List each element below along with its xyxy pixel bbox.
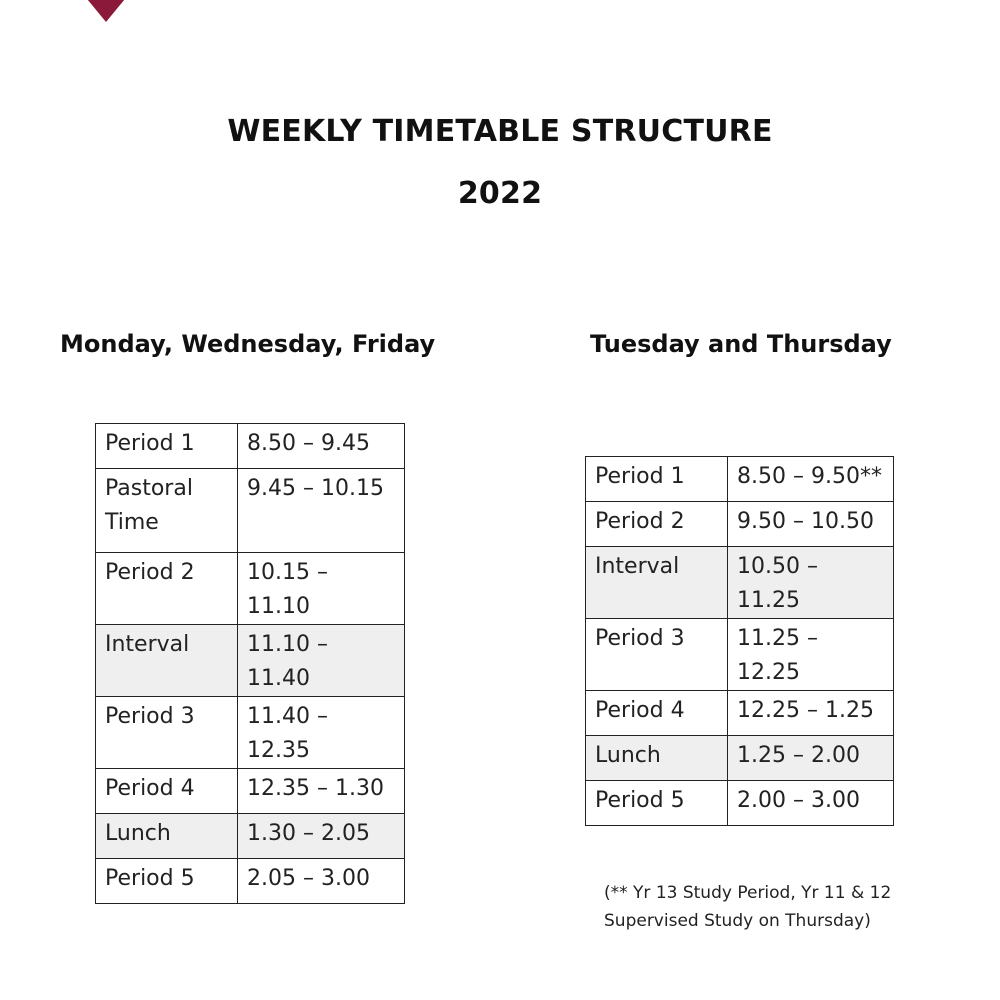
table-row [96, 697, 405, 769]
time-cell: 11.10 – 11.40 [238, 625, 405, 697]
table-row [96, 814, 405, 859]
time-cell: 9.45 – 10.15 [238, 469, 405, 553]
time-cell: 10.15 – 11.10 [238, 553, 405, 625]
heading-mon-wed-fri: Monday, Wednesday, Friday [60, 330, 436, 358]
time-cell: 1.30 – 2.05 [238, 814, 405, 859]
period-cell: Period 1 [96, 424, 238, 469]
period-cell: Interval [96, 625, 238, 697]
time-cell: 11.40 – 12.35 [238, 697, 405, 769]
table-row [586, 502, 894, 547]
page-year: 2022 [457, 176, 543, 211]
time-cell: 10.50 – 11.25 [728, 547, 894, 619]
period-cell: Period 1 [586, 457, 728, 502]
time-cell: 2.00 – 3.00 [728, 781, 894, 826]
period-cell: Period 3 [586, 619, 728, 691]
table-row [96, 859, 405, 904]
table-row [96, 769, 405, 814]
time-cell: 12.35 – 1.30 [238, 769, 405, 814]
time-cell: 2.05 – 3.00 [238, 859, 405, 904]
time-cell: 11.25 – 12.25 [728, 619, 894, 691]
period-cell: Period 2 [96, 553, 238, 625]
period-cell: Period 5 [586, 781, 728, 826]
table-row [586, 781, 894, 826]
time-cell: 8.50 – 9.50** [728, 457, 894, 502]
table-row [586, 736, 894, 781]
period-cell: Period 4 [96, 769, 238, 814]
period-cell: Period 4 [586, 691, 728, 736]
table-row [586, 619, 894, 691]
table-row [96, 469, 405, 553]
period-cell: Pastoral Time [96, 469, 238, 553]
table-row [586, 547, 894, 619]
timetable-tue-thu [585, 456, 894, 826]
period-cell: Lunch [586, 736, 728, 781]
logo-mark [78, 0, 134, 22]
period-cell: Period 2 [586, 502, 728, 547]
period-cell: Period 3 [96, 697, 238, 769]
time-cell: 12.25 – 1.25 [728, 691, 894, 736]
timetable-mon-wed-fri [95, 423, 405, 904]
time-cell: 9.50 – 10.50 [728, 502, 894, 547]
footnote: (** Yr 13 Study Period, Yr 11 & 12 Supervised Study on Thursday) [604, 883, 892, 931]
table-row [586, 457, 894, 502]
table-row [96, 424, 405, 469]
page-title: WEEKLY TIMETABLE STRUCTURE [227, 114, 773, 149]
period-cell: Lunch [96, 814, 238, 859]
heading-tue-thu: Tuesday and Thursday [590, 330, 892, 358]
period-cell: Interval [586, 547, 728, 619]
table-row [96, 553, 405, 625]
period-cell: Period 5 [96, 859, 238, 904]
time-cell: 1.25 – 2.00 [728, 736, 894, 781]
time-cell: 8.50 – 9.45 [238, 424, 405, 469]
table-row [586, 691, 894, 736]
table-row [96, 625, 405, 697]
